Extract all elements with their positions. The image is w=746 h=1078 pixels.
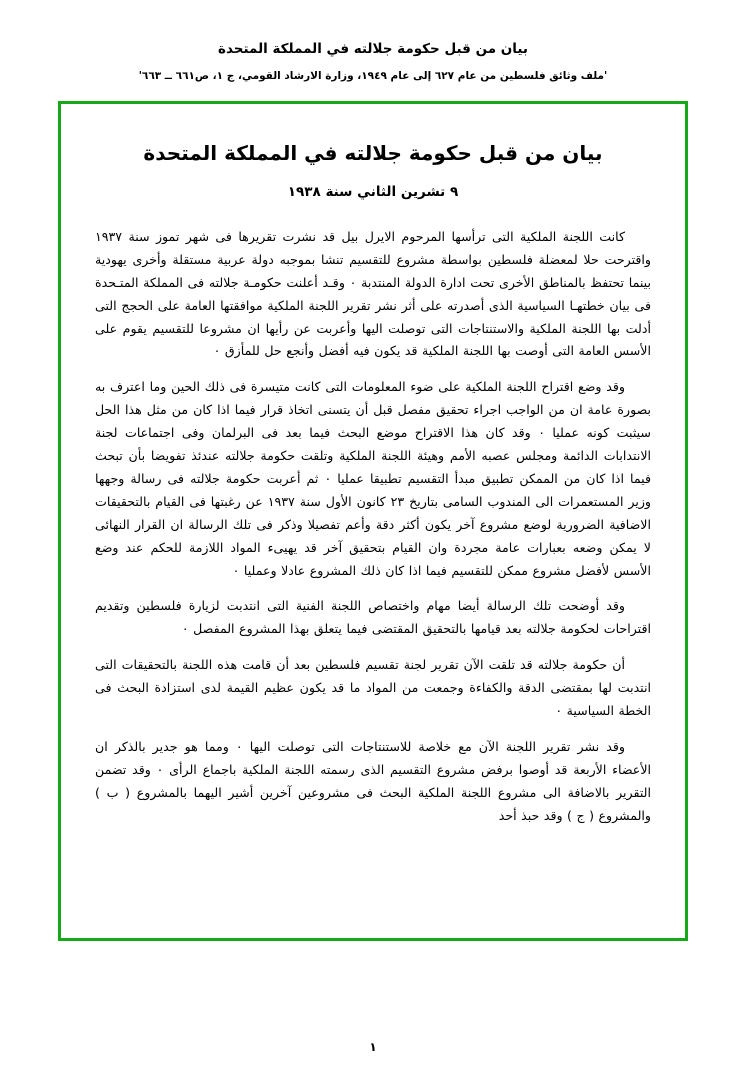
statement-title: بيان من قبل حكومة جلالته في المملكة المتحدة: [143, 140, 603, 165]
paragraph: كانت اللجنة الملكية التى ترأسها المرحوم الايرل بيل قد نشرت تقريرها فى شهر تموز سنة ١٩٣٧ واقترحت حلا لمعضلة فلسطين بواسطة مشروع للتقسيم تنشا بموجبه دولة عربية مستقلة وأخرى يهودية بينما تحتفظ بالمناطق الأخرى تحت ادارة الدولة المنتدبة ٠ وقـد أعلنت حكومـة جلالته فى المملكة المتـحدة فى بيان خطتهـا السياسية الذى أصدرته على أثر نشر تقرير اللجنة الملكية موافقتها العامة على الحجج التى أدلت بها اللجنة الملكية والاستنتاجات التى توصلت اليها وأعربت عن رأيها ان مشروعا للتقسيم يقوم على الأسس العامة التى أوصت بها اللجنة الملكية قد يكون فيه أفضل وأنجع حل للمأزق ٠: [95, 228, 651, 359]
paragraph: أن حكومة جلالته قد تلقت الآن تقرير لجنة تقسيم فلسطين بعد أن قامت هذه اللجنة بالتحقيقات التى انتدبت لها بمقتضى الدقة والكفاءة وجمعت من المواد ما قد يكون عظيم القيمة لدى استزادة البحث فى الخطة السياسية ٠: [95, 657, 651, 719]
paragraph: وقد وضع اقتراح اللجنة الملكية على ضوء المعلومات التى كانت متيسرة فى ذلك الحين وما اعترف به بصورة عامة ان من الواجب اجراء تحقيق مفصل قبل أن يتسنى اتخاذ قرار فيما اذا كان من مثل هذا الحل سيثبت كونه عمليا ٠ وقد كان هذا الاقتراح موضع البحث فيما بعد فى البرلمان وفى اجتماعات لجنة الانتدابات الدائمة ومجلس عصبه الأمم وهيئة اللجنة الملكية وتلقت حكومة جلالته عندئذ تفويضا بأن تبحث فيما اذا كان من الممكن تطبيق مبدأ التقسيم تطبيقا عمليا ٠ ثم أعربت حكومة جلالته فى رسالة وجهها وزير المستعمرات الى المندوب السامى بتاريخ ٢٣ كانون الأول سنة ١٩٣٧ عن رغبتها فى القيام بالتحقيقات الاضافية الضرورية لوضع مشروع آخر يكون أكثر دقة وأعم تفصيلا وذكر فى تلك الرسالة ان القرار النهائى لا يمكن وضعه بعبارات عامة مجردة وان القيام بتحقيق آخر قد يهيىء المواد اللازمة للحكم عند وضع الأسس لأفضل مشروع ممكن للتقسيم فيما اذا كان ذلك المشروع عادلا وعمليا ٠: [95, 379, 652, 578]
page-title: بيان من قبل حكومة جلالته في المملكة المتحدة: [218, 41, 528, 57]
document-header: [46, 40, 700, 85]
bordered-content-frame: [58, 101, 688, 941]
statement-date: ٩ تشرين الثاني سنة ١٩٣٨: [287, 183, 459, 200]
page-number: ١: [369, 1040, 377, 1054]
paragraph: وقد أوضحت تلك الرسالة أيضا مهام واختصاص اللجنة الفنية التى انتدبت لزيارة فلسطين وتقديم اقتراحات لحكومة جلالته بعد قيامها بالتحقيق المقتضى فيما يتعلق بهذا المشروع المفصل ٠: [95, 598, 651, 637]
source-citation: 'ملف وثائق فلسطين من عام ٦٢٧ إلى عام ١٩٤٩، وزارة الارشاد القومي، ج ١، ص٦٦١ ــ ٦٦٣': [138, 69, 608, 82]
document-body: [95, 138, 651, 828]
paragraph: وقد نشر تقرير اللجنة الآن مع خلاصة للاستنتاجات التى توصلت اليها ٠ ومما هو جدير بالذكر ان الأعضاء الأربعة قد أوصوا برفض مشروع التقسيم الذى رسمته اللجنة الملكية باجماع الرأى ٠ وقد تضمن التقرير بالاضافة الى مشروع اللجنة الملكية البحث فى مشروعين آخرين أشير اليهما بالمشروع ( ب ) والمشروع ( ج ) وقد حبذ أحد: [95, 739, 651, 823]
